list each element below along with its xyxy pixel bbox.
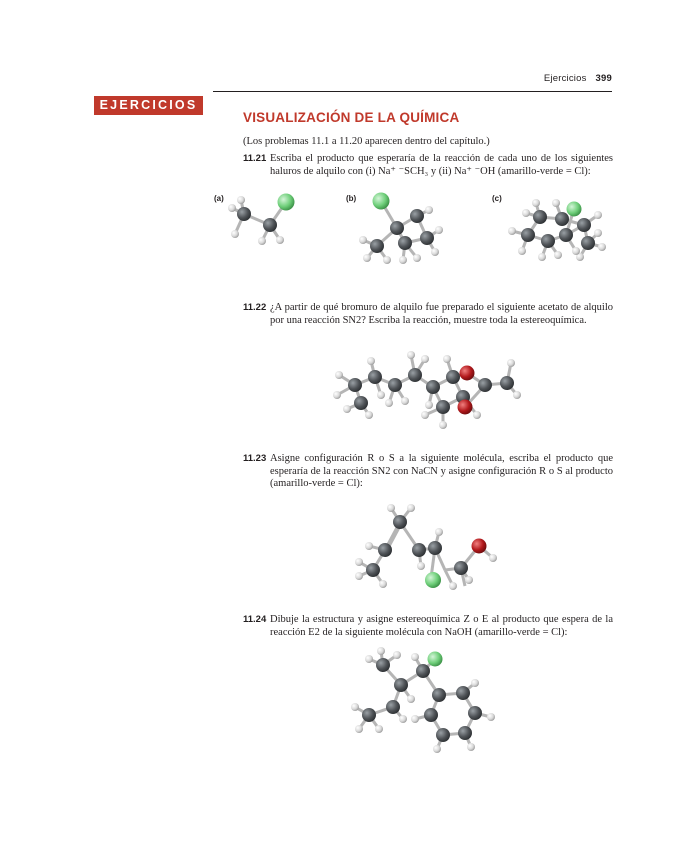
- problem-number: 11.22: [243, 302, 267, 313]
- figure-label-b: (b): [346, 194, 357, 203]
- running-head: [544, 73, 612, 84]
- intro-note: (Los problemas 11.1 a 11.20 aparecen dentro del capítulo.): [243, 136, 490, 147]
- problem-number: 11.21: [243, 153, 267, 164]
- header-rule: [213, 91, 612, 92]
- molecule-11-23: [345, 500, 505, 595]
- molecule-11-21-a: [215, 188, 310, 258]
- subsection-title: VISUALIZACIÓN DE LA QUÍMICA: [243, 110, 460, 125]
- molecule-11-21-c: [498, 195, 613, 275]
- figure-label-a: (a): [214, 194, 224, 203]
- problem-11-21: [243, 153, 613, 178]
- problem-text: ¿A partir de qué bromuro de alquilo fue preparado el siguiente acetato de alquilo por una reacción SN2? Escriba la reacción, muestre toda la estereoquímica.: [270, 302, 613, 326]
- problem-number: 11.23: [243, 453, 267, 464]
- problem-11-24: [243, 614, 613, 639]
- molecule-11-21-b: [345, 188, 455, 273]
- figure-label-c: (c): [492, 194, 502, 203]
- section-title: EJERCICIOS: [94, 96, 203, 115]
- problem-11-22: [243, 302, 613, 327]
- problem-text: Escriba el producto que esperaría de la reacción de cada uno de los siguientes haluros de alquilo con (i) Na⁺ ⁻SCH₃ y (ii) Na⁺ ⁻OH (amarillo-verde = Cl):: [270, 153, 613, 177]
- problem-text: Dibuje la estructura y asigne estereoquímica Z o E al producto que espera de la reacción E2 de la siguiente molécula con NaOH (amarillo-verde = Cl):: [270, 614, 613, 638]
- problem-text: Asigne configuración R o S a la siguiente molécula, escriba el producto que esperaría de la reacción SN2 con NaCN y asigne configuración R o S al producto (amarillo-verde = Cl):: [270, 453, 613, 489]
- problem-number: 11.24: [243, 614, 267, 625]
- molecule-11-24: [345, 645, 505, 755]
- problem-11-23: [243, 453, 613, 491]
- page-number: 399: [595, 73, 612, 84]
- running-head-section: Ejercicios: [543, 73, 587, 84]
- molecule-11-22: [325, 345, 535, 435]
